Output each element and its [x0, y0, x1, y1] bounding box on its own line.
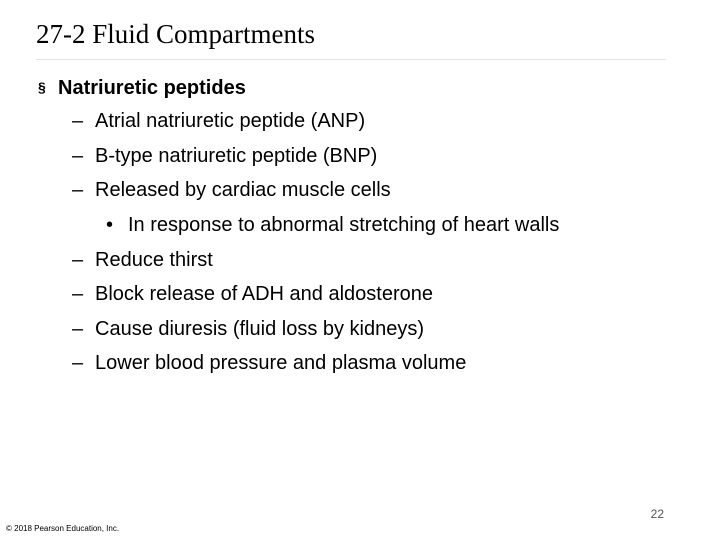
- sub-item-text: Lower blood pressure and plasma volume: [95, 352, 467, 374]
- sub-sub-item-stretching: [106, 214, 559, 237]
- dot-marker: •: [106, 214, 114, 236]
- sub-item-text: Released by cardiac muscle cells: [95, 179, 391, 201]
- dash-marker: –: [72, 249, 84, 271]
- sub-item-diuresis: [72, 318, 424, 341]
- section-bullet-icon: §: [38, 79, 46, 95]
- dash-marker: –: [72, 318, 84, 340]
- sub-item-anp: [72, 110, 365, 133]
- sub-item-released: [72, 179, 391, 202]
- dash-marker: –: [72, 179, 84, 201]
- copyright-notice: © 2018 Pearson Education, Inc.: [6, 524, 120, 533]
- title-underline: [36, 59, 666, 60]
- dash-marker: –: [72, 110, 84, 132]
- dash-marker: –: [72, 352, 84, 374]
- sub-item-text: Reduce thirst: [95, 249, 213, 271]
- sub-item-text: Atrial natriuretic peptide (ANP): [95, 110, 366, 132]
- sub-item-bnp: [72, 145, 377, 168]
- sub-item-thirst: [72, 249, 213, 272]
- bullet-text: Natriuretic peptides: [58, 77, 246, 99]
- bullet-natriuretic-peptides: [38, 77, 246, 100]
- sub-item-text: B-type natriuretic peptide (BNP): [95, 145, 378, 167]
- slide-title: 27-2 Fluid Compartments: [36, 19, 315, 49]
- sub-item-text: Block release of ADH and aldosterone: [95, 283, 433, 305]
- page-number: 22: [650, 507, 664, 521]
- dash-marker: –: [72, 283, 84, 305]
- sub-sub-item-text: In response to abnormal stretching of heart walls: [128, 214, 560, 236]
- sub-item-blood-pressure: [72, 352, 466, 375]
- sub-item-adh: [72, 283, 433, 306]
- sub-item-text: Cause diuresis (fluid loss by kidneys): [95, 318, 425, 340]
- dash-marker: –: [72, 145, 84, 167]
